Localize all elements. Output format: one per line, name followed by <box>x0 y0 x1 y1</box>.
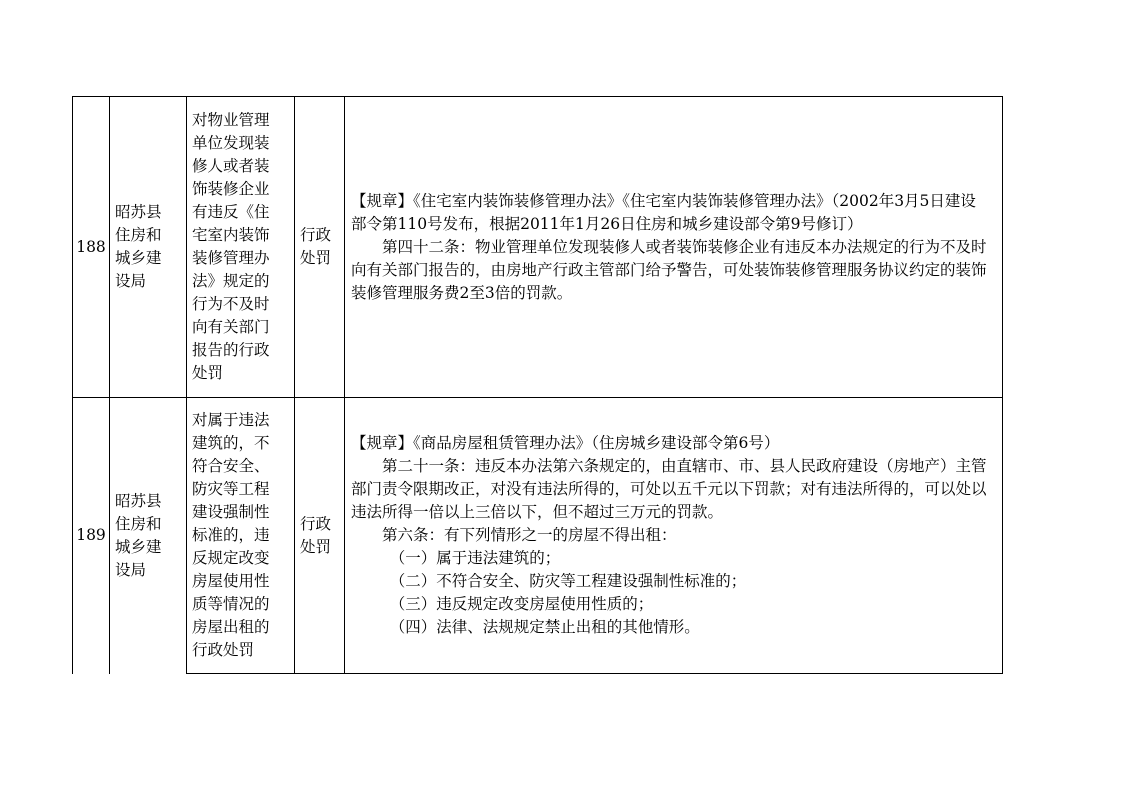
department-line: 城乡建 <box>115 537 162 556</box>
penalty-item-line: 建筑的，不 <box>192 434 270 452</box>
penalty-item-cell <box>187 398 295 674</box>
penalty-type-line: 行政 <box>300 514 332 533</box>
legal-basis-regulation: 【规章】《商品房屋租赁管理办法》（住房城乡建设部令第6号） <box>351 434 780 452</box>
penalty-item-line: 处罚 <box>192 364 224 382</box>
penalty-item-line: 房屋使用性 <box>192 572 270 590</box>
penalty-item-line: 标准的，违 <box>192 526 270 544</box>
penalty-type-line: 处罚 <box>300 249 332 267</box>
penalty-item-line: 建设强制性 <box>192 503 270 521</box>
penalty-item-line: 行为不及时 <box>192 295 270 313</box>
legal-basis-regulation: 【规章】《住宅室内装饰装修管理办法》《住宅室内装饰装修管理办法》（2002年3月5日建设部令第110号发布，根据2011年1月26日住房和城乡建设部令第9号修订） <box>351 191 976 233</box>
penalty-table <box>72 96 1003 674</box>
penalty-item-line: 对属于违法 <box>192 411 270 429</box>
department-line: 设局 <box>115 560 147 579</box>
penalty-item-line: 修人或者装 <box>192 157 270 175</box>
legal-basis-article: 第六条：有下列情形之一的房屋不得出租： <box>382 526 677 544</box>
penalty-item-line: 装修管理办 <box>192 249 270 267</box>
penalty-type-cell <box>295 398 345 674</box>
penalty-item-line: 法》规定的 <box>192 272 270 290</box>
penalty-item-line: 对物业管理 <box>192 111 270 129</box>
penalty-item-line: 有违反《住 <box>192 203 270 221</box>
penalty-item-line: 反规定改变 <box>192 549 270 567</box>
legal-basis-cell <box>345 97 1003 398</box>
penalty-table-sheet <box>72 96 1002 674</box>
legal-basis-article: 第四十二条：物业管理单位发现装修人或者装饰装修企业有违反本办法规定的行为不及时向有关部门报告的，由房地产行政主管部门给予警告，可处装饰装修管理服务协议约定的装饰装修管理服务费2至3倍的罚款。 <box>351 237 987 302</box>
penalty-item-line: 房屋出租的 <box>192 618 270 636</box>
table-row <box>73 97 1003 398</box>
penalty-item-line: 单位发现装 <box>192 134 270 152</box>
penalty-type-line: 处罚 <box>300 537 332 556</box>
penalty-item-line: 防灾等工程 <box>192 480 270 498</box>
legal-basis-article: 第二十一条：违反本办法第六条规定的，由直辖市、市、县人民政府建设（房地产）主管部门责令限期改正，对没有违法所得的，可处以五千元以下罚款；对有违法所得的，可以处以违法所得一倍以上三倍以下，但不超过三万元的罚款。 <box>351 457 987 521</box>
legal-basis-list-item: （四）法律、法规规定禁止出租的其他情形。 <box>389 618 700 636</box>
department-line: 住房和 <box>115 226 162 244</box>
department-line: 昭苏县 <box>115 203 162 221</box>
penalty-item-line: 符合安全、 <box>192 457 270 475</box>
penalty-type-cell <box>295 97 345 398</box>
legal-basis-cell <box>345 398 1003 674</box>
penalty-item-line: 报告的行政 <box>192 341 270 359</box>
penalty-item-line: 质等情况的 <box>192 595 270 613</box>
legal-basis-list-item: （一）属于违法建筑的； <box>389 549 561 567</box>
department-line: 设局 <box>115 272 147 290</box>
department-line: 昭苏县 <box>115 491 162 510</box>
department-cell <box>110 398 187 674</box>
department-line: 城乡建 <box>115 249 162 267</box>
penalty-item-line: 行政处罚 <box>192 641 255 659</box>
table-row <box>73 398 1003 674</box>
penalty-item-line: 宅室内装饰 <box>192 226 270 244</box>
department-cell <box>110 97 187 398</box>
penalty-item-line: 向有关部门 <box>192 318 270 336</box>
department-line: 住房和 <box>115 514 162 533</box>
penalty-item-line: 饰装修企业 <box>192 180 270 198</box>
penalty-type-line: 行政 <box>300 226 332 244</box>
row-number-cell: 189 <box>73 398 110 674</box>
row-number-cell: 188 <box>73 97 110 398</box>
penalty-item-cell <box>187 97 295 398</box>
legal-basis-list-item: （二）不符合安全、防灾等工程建设强制性标准的； <box>389 572 747 590</box>
legal-basis-list-item: （三）违反规定改变房屋使用性质的； <box>389 595 654 613</box>
